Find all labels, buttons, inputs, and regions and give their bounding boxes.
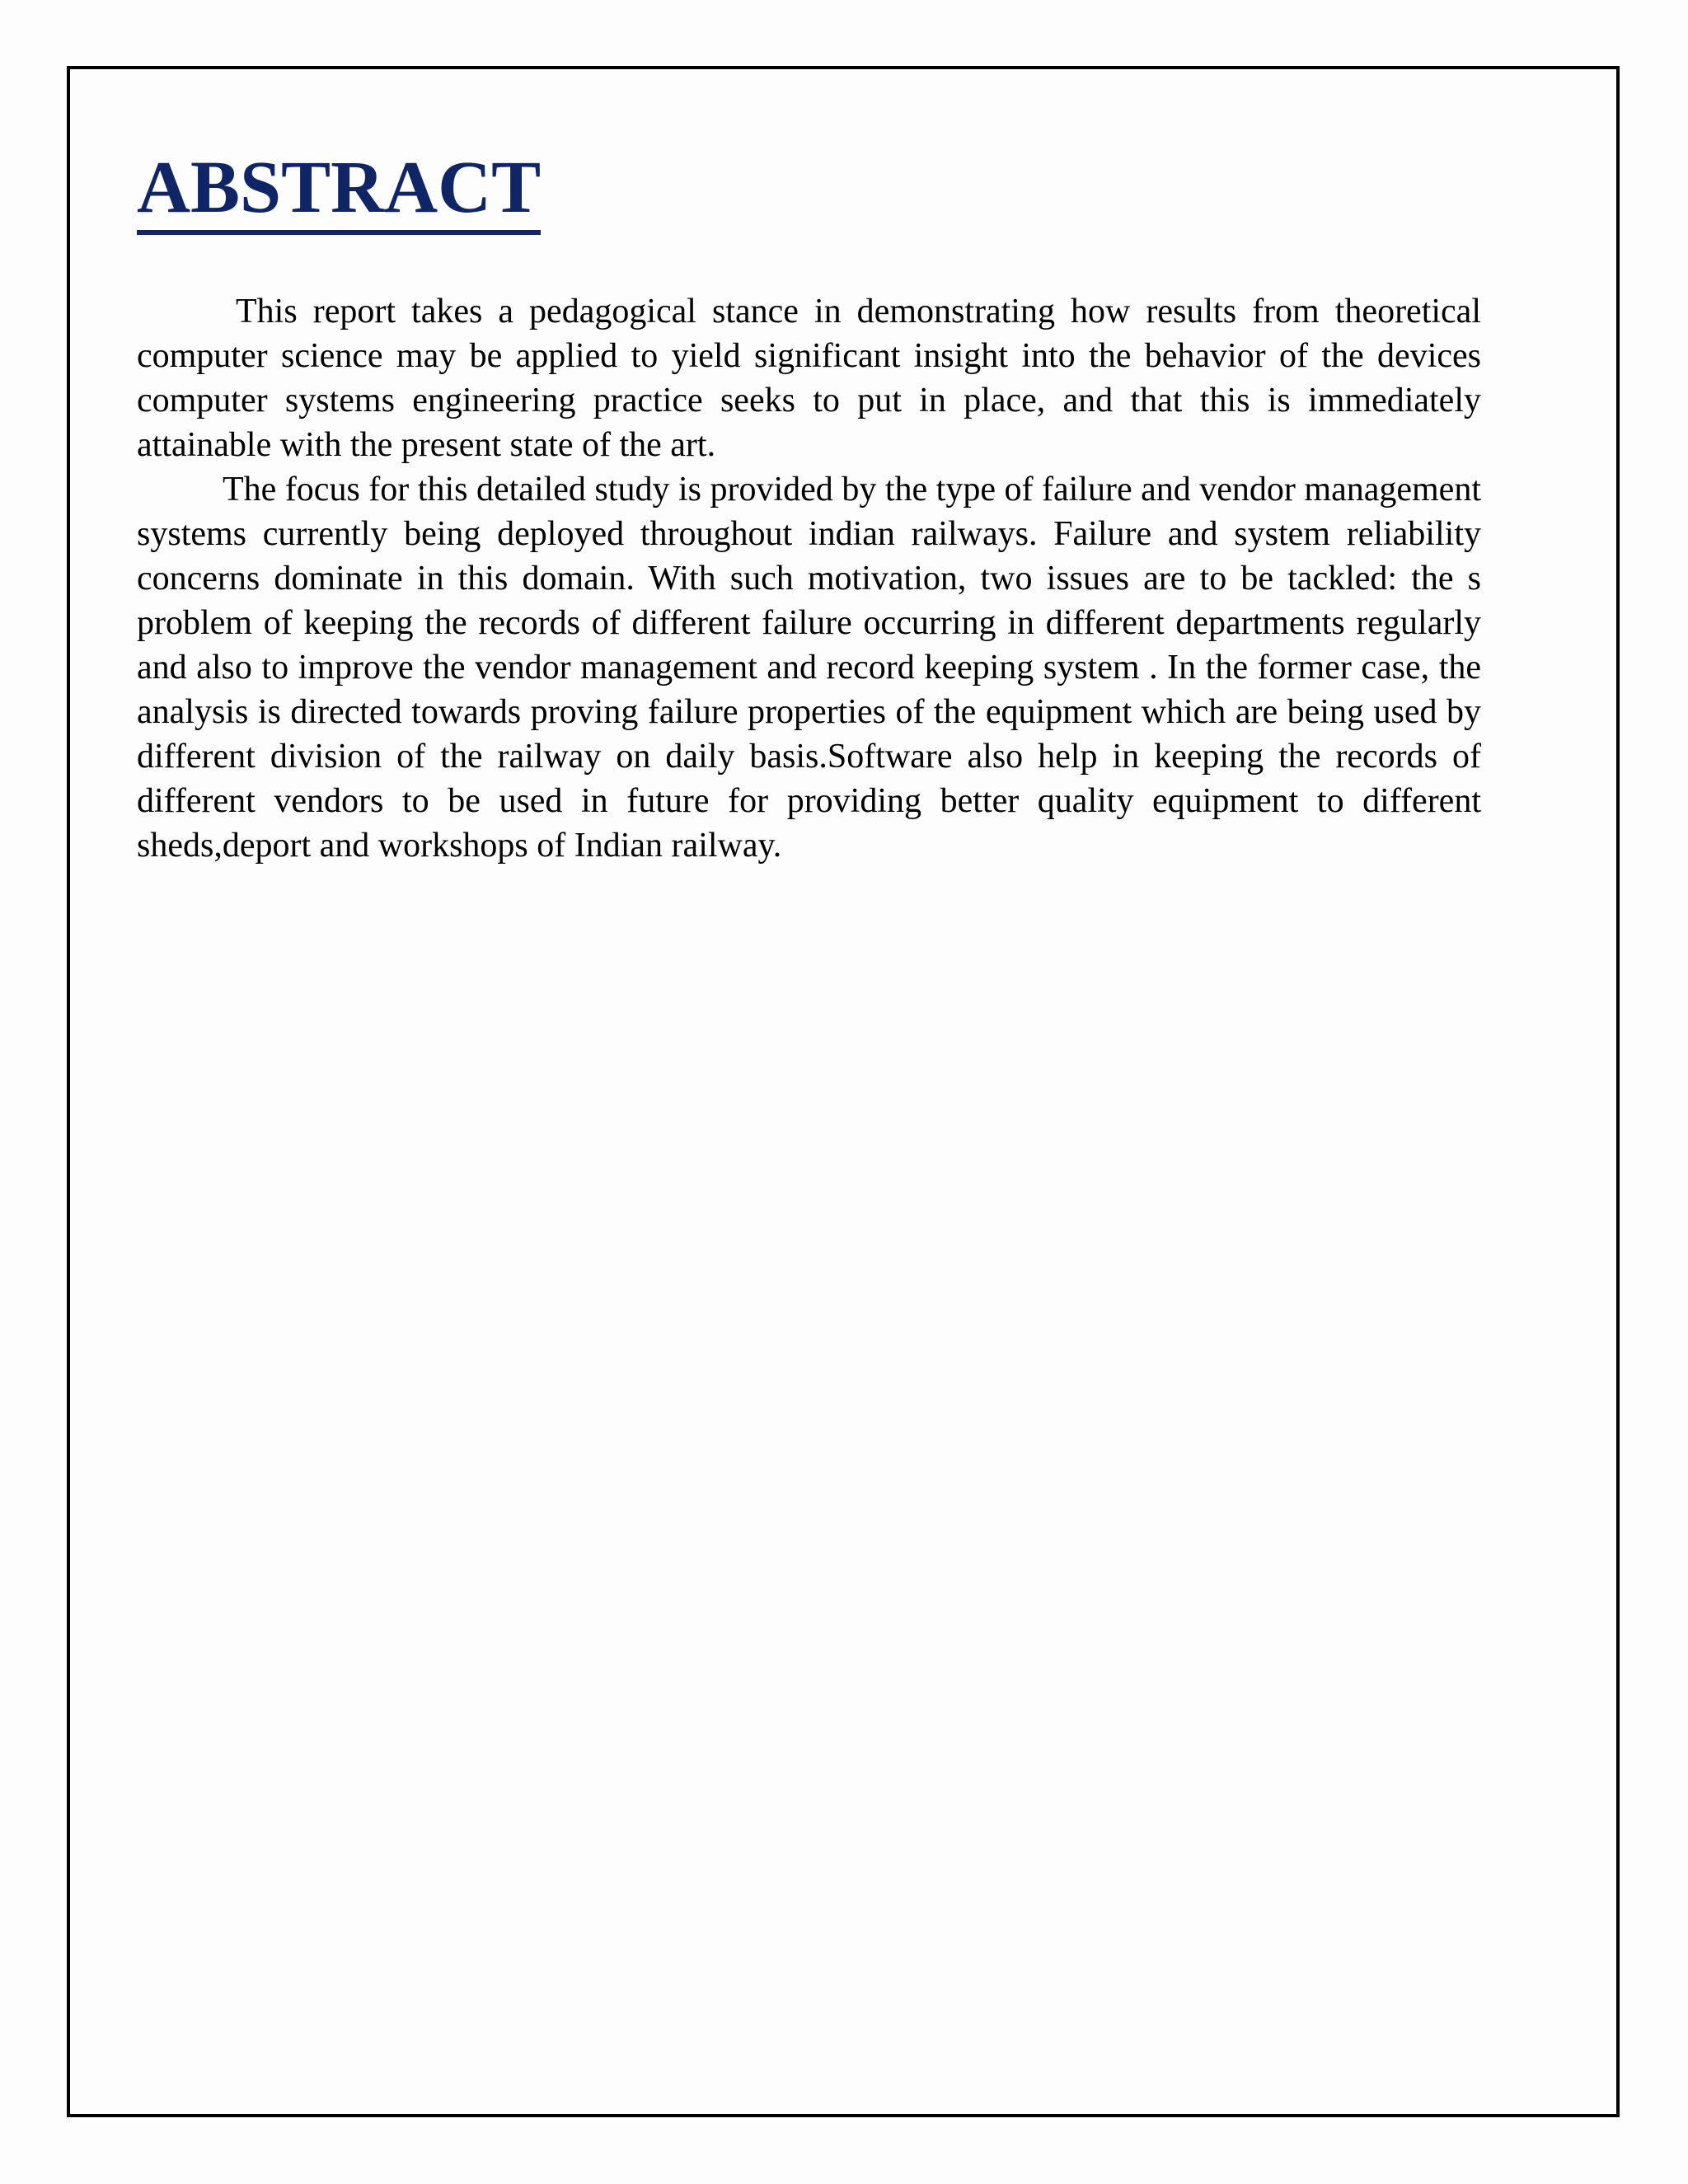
document-content [137, 147, 1481, 868]
abstract-paragraph-1: This report takes a pedagogical stance in demonstrating how results from theoretical computer science may be applied to yield significant insight into the behavior of the devices computer systems engineering practice seeks to put in place, and that this is immediately attainable with the present state of the art. [137, 293, 1481, 464]
abstract-body [137, 289, 1481, 868]
page-title: ABSTRACT [137, 151, 541, 235]
abstract-paragraph-2: The focus for this detailed study is provided by the type of failure and vendor management systems currently being deployed throughout indian railways. Failure and system reliability concerns dominate in this domain. With such motivation, two issues are to be tackled: the s problem of keeping the records of different failure occurring in different departments regularly and also to improve the vendor management and record keeping system . In the former case, the analysis is directed towards proving failure properties of the equipment which are being used by different division of the railway on daily basis.Software also help in keeping the records of different vendors to be used in future for providing better quality equipment to different sheds,deport and workshops of Indian railway. [137, 471, 1481, 865]
